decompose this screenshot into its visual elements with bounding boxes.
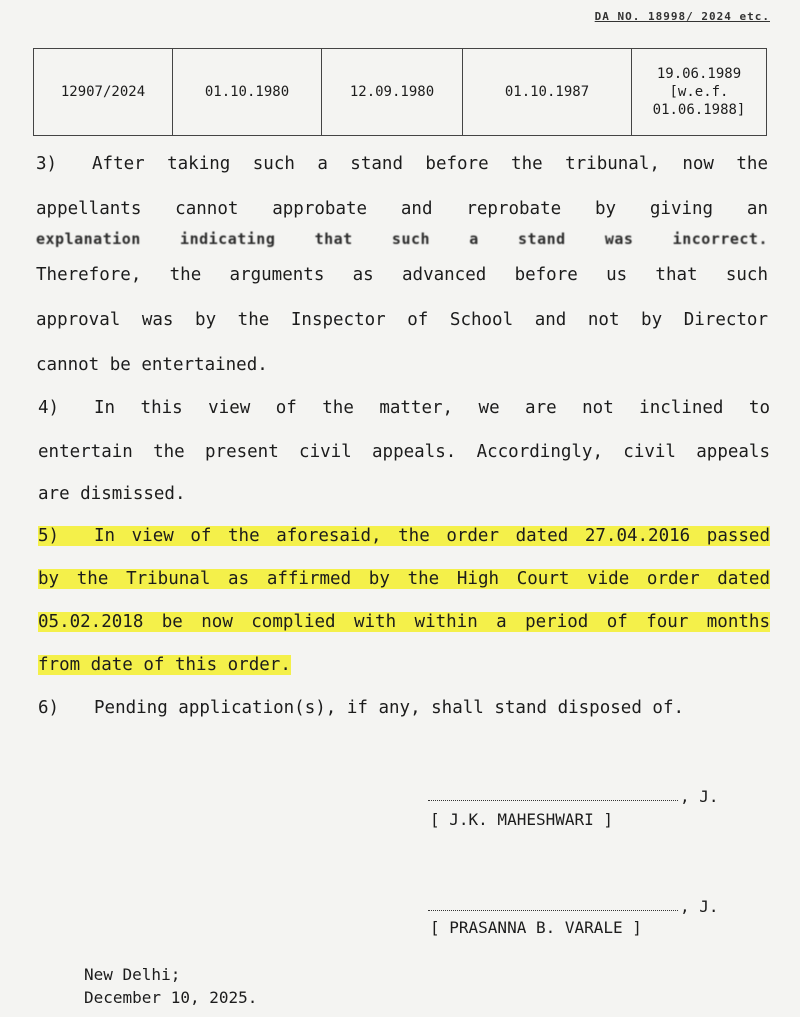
judge-name-2: [ PRASANNA B. VARALE ] [430, 918, 642, 937]
judge-name-1: [ J.K. MAHESHWARI ] [430, 810, 614, 829]
para-5-line-2 [38, 557, 770, 602]
signature-line-2 [428, 910, 678, 911]
signature-suffix: , J. [680, 897, 719, 916]
para-number: 6) [38, 698, 60, 718]
para-5-line-3 [38, 600, 770, 645]
para-6-line-1 [38, 686, 770, 731]
table-cell-line: [w.e.f. [669, 84, 729, 100]
para-3-line-5: approval was by the Inspector of School and not by Director [36, 310, 768, 330]
signature-line-1 [428, 800, 678, 801]
date: December 10, 2025. [84, 988, 258, 1007]
para-number: 4) [38, 398, 60, 418]
para-5-line-4 [38, 643, 770, 688]
table-cell-line: 19.06.1989 [656, 66, 742, 82]
para-4-line-3: are dismissed. [38, 484, 186, 504]
table-cell-appeal-no: 12907/2024 [34, 49, 173, 136]
para-text-highlighted: 05.02.2018 be now complied with within a period of four months [38, 612, 770, 632]
place: New Delhi; [84, 965, 181, 984]
para-number: 5) [38, 526, 60, 546]
para-3-line-2: appellants cannot approbate and reprobate by giving an [36, 199, 768, 219]
para-4-line-1 [38, 386, 770, 431]
case-reference: DA NO. 18998/ 2024 etc. [594, 10, 770, 23]
para-text: Pending application(s), if any, shall stand disposed of. [94, 698, 685, 718]
signature-suffix: , J. [680, 787, 719, 806]
table-cell-date-4 [632, 49, 767, 136]
para-4-line-2: entertain the present civil appeals. Accordingly, civil appeals [38, 442, 770, 462]
para-3-line-4: Therefore, the arguments as advanced before us that such [36, 265, 768, 285]
para-text-highlighted: by the Tribunal as affirmed by the High Court vide order dated [38, 569, 770, 589]
para-text-highlighted: from date of this order. [38, 655, 291, 675]
para-text: In this view of the matter, we are not inclined to [94, 398, 770, 418]
table-cell-line: 01.06.1988] [652, 102, 746, 118]
para-text-highlighted: In view of the aforesaid, the order dated 27.04.2016 passed [94, 526, 770, 546]
para-3-line-6: cannot be entertained. [36, 355, 268, 375]
para-3-line-1 [36, 142, 768, 187]
para-5-line-1 [38, 514, 770, 559]
para-3-line-3-smudged: explanation indicating that such a stand was incorrect. [36, 230, 768, 248]
para-number: 3) [36, 154, 58, 174]
table-cell-date-2: 12.09.1980 [322, 49, 463, 136]
dates-table [33, 48, 767, 136]
table-row [34, 49, 767, 136]
table-cell-date-3: 01.10.1987 [463, 49, 632, 136]
table-cell-date-1: 01.10.1980 [173, 49, 322, 136]
para-text: After taking such a stand before the tribunal, now the [92, 154, 768, 174]
